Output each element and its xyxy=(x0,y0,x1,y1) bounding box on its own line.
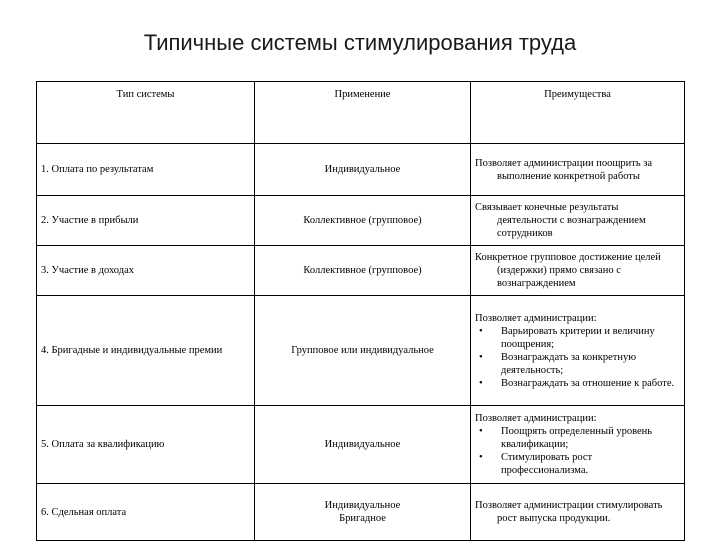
row-2-advantage: Связывает конечные результаты деятельности с вознаграждением сотрудников xyxy=(475,202,646,239)
header-advantages: Преимущества xyxy=(471,82,685,144)
row-6-application-line-2: Бригадное xyxy=(339,513,386,524)
table-row xyxy=(37,144,685,196)
row-4-advantage-list xyxy=(475,325,680,390)
row-4-type-text: 4. Бригадные и индивидуальные премии xyxy=(41,345,223,356)
list-item: • Варьировать критерии и величину поощрения; xyxy=(501,325,680,351)
row-1-advantage: Позволяет администрации поощрить за выполнение конкретной работы xyxy=(475,157,653,182)
list-item: • Вознаграждать за конкретную деятельность; xyxy=(501,351,680,377)
row-1-type: 1. Оплата по результатам xyxy=(37,144,255,196)
row-4-advantage-intro: Позволяет администрации: xyxy=(475,312,597,324)
row-3-application: Коллективное (групповое) xyxy=(255,246,471,296)
list-item: • Вознаграждать за отношение к работе. xyxy=(501,377,680,390)
table-row xyxy=(37,484,685,541)
row-6-advantage: Позволяет администрации стимулировать рост выпуска продукции. xyxy=(475,500,663,524)
row-2-type: 2. Участие в прибыли xyxy=(37,196,255,246)
incentive-systems-table xyxy=(36,81,685,541)
row-1-application: Индивидуальное xyxy=(255,144,471,196)
table-row xyxy=(37,196,685,246)
table-row xyxy=(37,296,685,406)
table-header-row xyxy=(37,82,685,144)
row-4-application: Групповое или индивидуальное xyxy=(255,296,471,406)
list-item: • Стимулировать рост профессионализма. xyxy=(501,451,680,477)
row-5-advantage xyxy=(471,406,685,484)
header-application: Применение xyxy=(255,82,471,144)
row-6-application xyxy=(255,484,471,541)
row-6-application-line-1: Индивидуальное xyxy=(324,500,401,511)
row-3-advantage: Конкретное групповое достижение целей (издержки) прямо связано с вознаграждением xyxy=(475,252,661,289)
row-5-type: 5. Оплата за квалификацию xyxy=(37,406,255,484)
row-5-application: Индивидуальное xyxy=(255,406,471,484)
row-2-application: Коллективное (групповое) xyxy=(255,196,471,246)
row-3-type: 3. Участие в доходах xyxy=(37,246,255,296)
header-type: Тип системы xyxy=(37,82,255,144)
row-5-advantage-intro: Позволяет администрации: xyxy=(475,413,597,424)
row-4-advantage xyxy=(471,296,685,406)
table-row xyxy=(37,246,685,296)
row-5-advantage-list xyxy=(475,425,680,477)
row-6-type: 6. Сдельная оплата xyxy=(37,484,255,541)
list-item: • Поощрять определенный уровень квалификации; xyxy=(501,425,680,451)
slide-title: Типичные системы стимулирования труда xyxy=(143,30,577,55)
row-4-type xyxy=(37,296,255,406)
table-row xyxy=(37,406,685,484)
